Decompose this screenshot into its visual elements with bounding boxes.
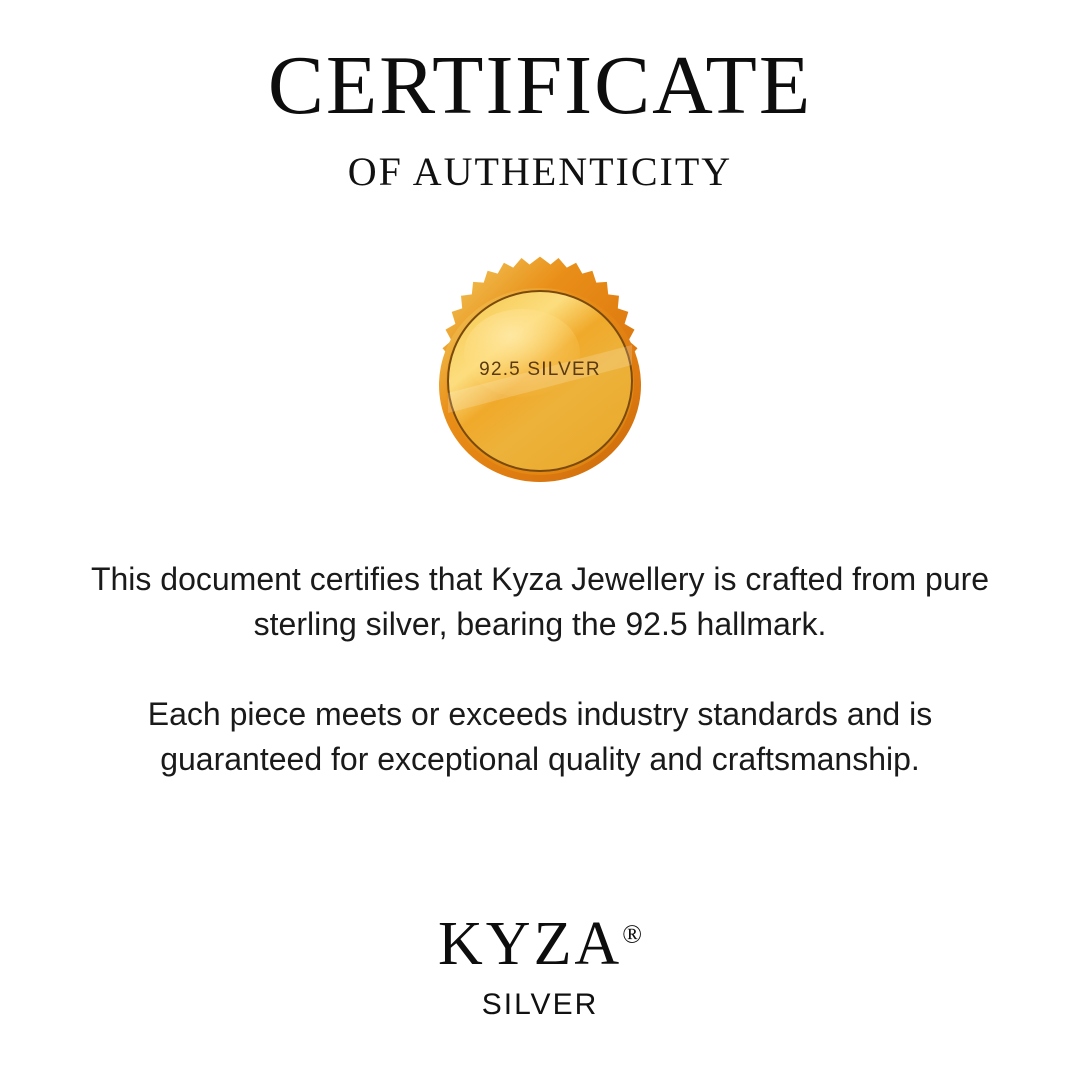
registered-trademark-icon: ® [622, 919, 642, 949]
certificate-body [90, 557, 990, 783]
brand-name [438, 909, 642, 980]
page-subtitle: OF AUTHENTICITY [347, 149, 733, 194]
brand-name-text: KYZA [438, 910, 623, 978]
starburst-seal-icon [405, 251, 675, 511]
seal-label: 92.5 SILVER [479, 359, 601, 380]
body-paragraph-2: Each piece meets or exceeds industry standards and is guaranteed for exceptional quality and craftsmanship. [147, 695, 933, 778]
page-title: CERTIFICATE [267, 39, 813, 132]
authenticity-seal [405, 251, 675, 511]
brand-block [0, 909, 1080, 1022]
certificate-heading [0, 39, 1080, 195]
body-paragraph-1: This document certifies that Kyza Jewellery is crafted from pure sterling silver, bearing the 92.5 hallmark. [90, 561, 990, 643]
brand-tagline: SILVER [481, 988, 599, 1021]
